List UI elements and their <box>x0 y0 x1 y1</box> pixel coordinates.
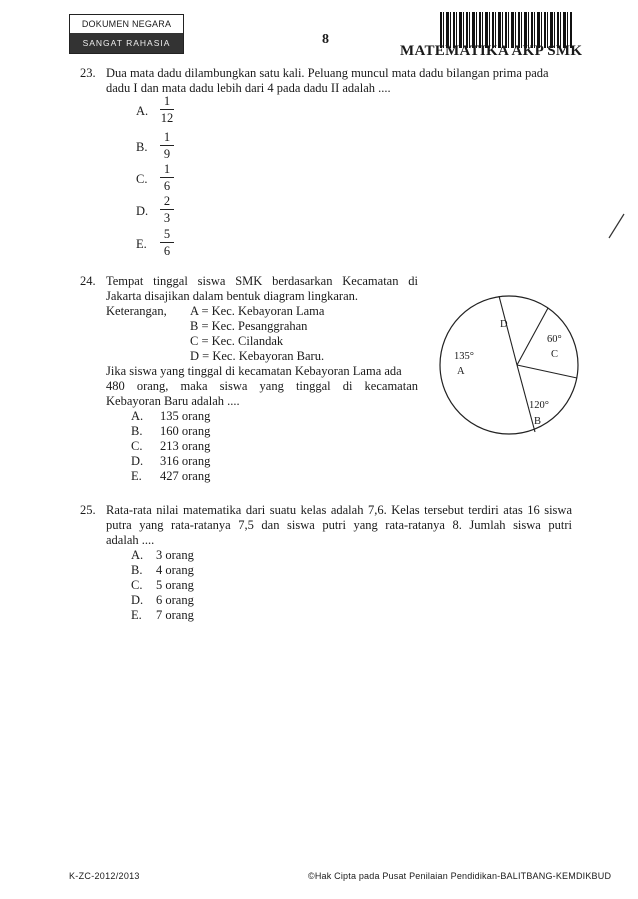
q23-option-a-fraction <box>160 94 174 125</box>
q25-option-b-letter: B. <box>131 563 143 577</box>
pencil-mark-icon <box>606 212 628 240</box>
q24-option-b-text: 160 orang <box>160 424 211 438</box>
q23-number: 23. <box>80 66 96 80</box>
pie-divider-d-c <box>517 308 548 365</box>
q24-legend-label: Keterangan, <box>106 304 167 318</box>
pie-divider-a-d <box>499 296 517 365</box>
q24-option-c-text: 213 orang <box>160 439 211 453</box>
q23-option-b-letter: B. <box>136 140 148 154</box>
q23-option-b-fraction <box>160 130 174 161</box>
q23-option-b-num: 1 <box>163 130 171 144</box>
q23-option-d-num: 2 <box>163 194 171 208</box>
q24-legend-b: B = Kec. Pesanggrahan <box>190 319 308 333</box>
q25-line3: adalah .... <box>106 533 155 547</box>
header-doc-box <box>69 14 184 54</box>
pie-divider-b-a <box>517 365 535 432</box>
pie-circle <box>440 296 578 434</box>
pie-label-a-angle: 135° <box>454 351 474 362</box>
q24-option-c-letter: C. <box>131 439 143 453</box>
q24-legend-a: A = Kec. Kebayoran Lama <box>190 304 325 318</box>
q23-option-e-num: 5 <box>163 227 171 241</box>
q23-option-a-letter: A. <box>136 104 149 118</box>
q23-option-c-den: 6 <box>163 179 171 193</box>
q25-option-d-text: 6 orang <box>156 593 194 607</box>
pie-label-b-angle: 120° <box>529 400 549 411</box>
q23-option-a-num: 1 <box>163 94 171 108</box>
pie-divider-c-b <box>517 365 577 378</box>
q23-option-b-den: 9 <box>163 147 171 161</box>
q23-option-d-fraction <box>160 194 174 225</box>
q25-option-a-letter: A. <box>131 548 144 562</box>
q25-option-e-text: 7 orang <box>156 608 194 622</box>
q25-number: 25. <box>80 503 96 517</box>
q24-number: 24. <box>80 274 96 288</box>
pie-label-d: D <box>500 319 508 330</box>
q23-option-e-letter: E. <box>136 237 147 251</box>
q25-line1: Rata-rata nilai matematika dari suatu kelas adalah 7,6. Kelas tersebut terdiri atas 16 siswa <box>106 503 572 517</box>
q23-option-a-den: 12 <box>160 111 174 125</box>
subject-title: MATEMATIKA AKP SMK <box>400 43 583 59</box>
pie-label-b: B <box>534 416 542 427</box>
q24-line5: Kebayoran Baru adalah .... <box>106 394 240 408</box>
q24-line1: Tempat tinggal siswa SMK berdasarkan Kecamatan di <box>106 274 418 288</box>
q24-legend-d: D = Kec. Kebayoran Baru. <box>190 349 325 363</box>
q24-line3: Jika siswa yang tinggal di kecamatan Kebayoran Lama ada <box>106 364 402 378</box>
q23-line2: dadu I dan mata dadu lebih dari 4 pada dadu II adalah .... <box>106 81 391 95</box>
page-number: 8 <box>322 32 329 47</box>
q24-line4: 480 orang, maka siswa yang tinggal di kecamatan <box>106 379 418 393</box>
q25-option-c-letter: C. <box>131 578 143 592</box>
q23-option-c-num: 1 <box>163 162 171 176</box>
q24-option-b-letter: B. <box>131 424 143 438</box>
pie-label-c-angle: 60° <box>547 334 562 345</box>
q24-option-a-text: 135 orang <box>160 409 211 423</box>
q23-line1: Dua mata dadu dilambungkan satu kali. Peluang muncul mata dadu bilangan prima pada <box>106 66 549 80</box>
q24-option-d-text: 316 orang <box>160 454 211 468</box>
q23-option-d-letter: D. <box>136 204 149 218</box>
q23-option-c-letter: C. <box>136 172 148 186</box>
doc-label: DOKUMEN NEGARA <box>81 19 172 29</box>
q24-option-e-text: 427 orang <box>160 469 211 483</box>
secret-label: SANGAT RAHASIA <box>70 33 183 53</box>
footer-copyright: ©Hak Cipta pada Pusat Penilaian Pendidikan-BALITBANG-KEMDIKBUD <box>308 871 612 881</box>
q23-option-d-den: 3 <box>163 211 171 225</box>
q25-option-e-letter: E. <box>131 608 142 622</box>
q25-line2: putra yang rata-ratanya 7,5 dan siswa putri yang rata-ratanya 8. Jumlah siswa putri <box>106 518 572 532</box>
q23-option-e-den: 6 <box>163 244 171 258</box>
q25-option-c-text: 5 orang <box>156 578 194 592</box>
q24-line2: Jakarta disajikan dalam bentuk diagram lingkaran. <box>106 289 358 303</box>
q25-option-a-text: 3 orang <box>156 548 194 562</box>
q25-option-d-letter: D. <box>131 593 144 607</box>
q23-option-c-fraction <box>160 162 174 193</box>
q24-option-d-letter: D. <box>131 454 144 468</box>
pie-label-c: C <box>551 349 559 360</box>
pie-label-a: A <box>457 366 465 377</box>
q24-option-e-letter: E. <box>131 469 142 483</box>
pie-chart <box>434 290 584 440</box>
q24-option-a-letter: A. <box>131 409 144 423</box>
q25-option-b-text: 4 orang <box>156 563 194 577</box>
q23-option-e-fraction <box>160 227 174 258</box>
q24-legend-c: C = Kec. Cilandak <box>190 334 284 348</box>
footer-code: K-ZC-2012/2013 <box>69 871 140 881</box>
